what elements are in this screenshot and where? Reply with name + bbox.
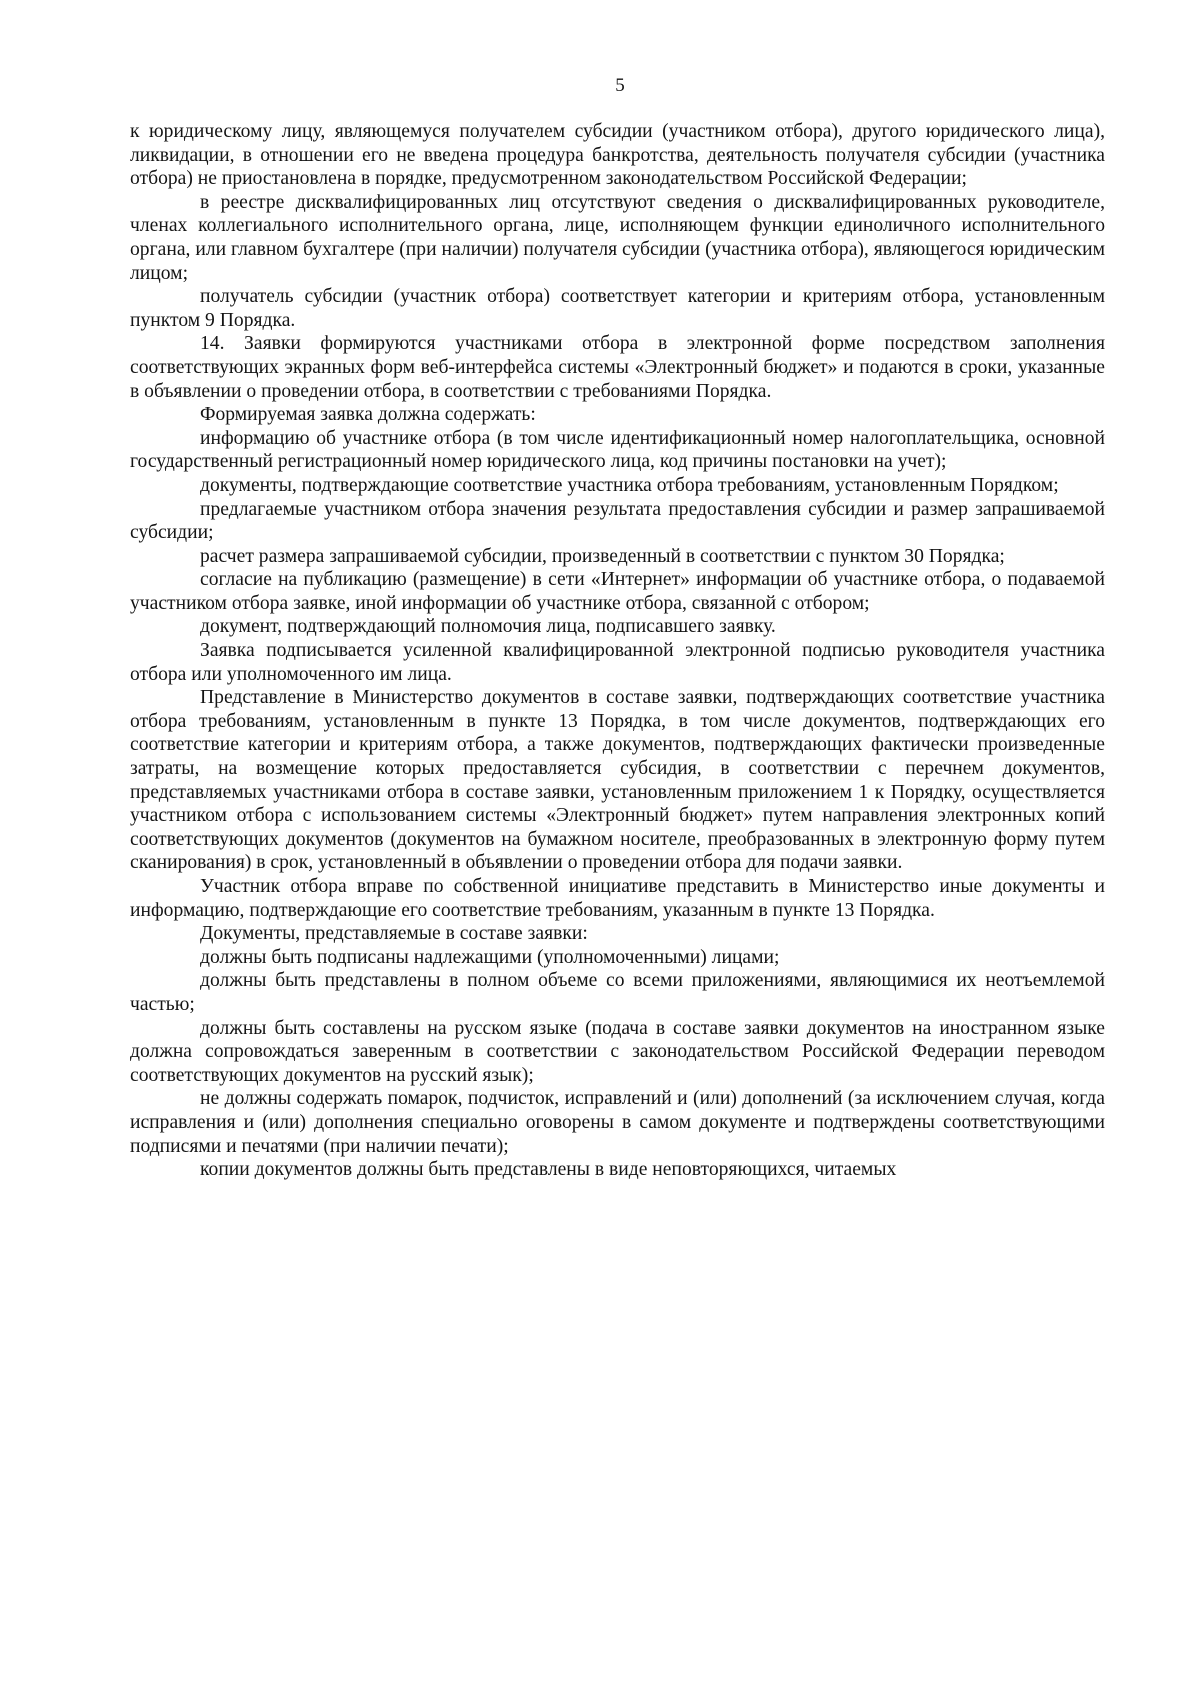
paragraph-6: информацию об участнике отбора (в том числе идентификационный номер налогоплательщика, основной государственный регистрационный номер юридического лица, код причины постановки на учет); (130, 427, 1105, 473)
paragraph-1: к юридическому лицу, являющемуся получателем субсидии (участником отбора), другого юридического лица), ликвидации, в отношении его не введена процедура банкротства, деятельность получателя субсидии (участника отбора) не приостановлена в порядке, предусмотренном законодательством Российской Федерации; (130, 121, 1105, 190)
paragraph-7: документы, подтверждающие соответствие участника отбора требованиям, установленным Порядком; (200, 474, 1059, 496)
paragraph-12: Заявка подписывается усиленной квалифицированной электронной подписью руководителя участника отбора или уполномоченного им лица. (130, 640, 1105, 685)
paragraph-17: должны быть представлены в полном объеме со всеми приложениями, являющимися их неотъемлемой частью; (130, 970, 1105, 1015)
paragraph-8: предлагаемые участником отбора значения результата предоставления субсидии и размер запрашиваемой субсидии; (130, 498, 1105, 544)
paragraph-11: документ, подтверждающий полномочия лица, подписавшего заявку. (200, 616, 776, 638)
paragraph-5: Формируемая заявка должна содержать: (200, 404, 536, 426)
paragraph-9: расчет размера запрашиваемой субсидии, произведенный в соответствии с пунктом 30 Порядка; (200, 545, 1005, 567)
paragraph-19: не должны содержать помарок, подчисток, исправлений и (или) дополнений (за исключением случая, когда исправления и (или) дополнения специально оговорены в самом документе и подтверждены соответствующими подписями и печатями (при наличии печати); (130, 1088, 1105, 1157)
paragraph-4: 14. Заявки формируются участниками отбора в электронной форме посредством заполнения соответствующих экранных форм веб-интерфейса системы «Электронный бюджет» и подаются в сроки, указанные в объявлении о проведении отбора, в соответствии с требованиями Порядка. (130, 333, 1105, 402)
paragraph-10: согласие на публикацию (размещение) в сети «Интернет» информации об участнике отбора, о подаваемой участником отбора заявке, иной информации об участнике отбора, связанной с отбором; (130, 569, 1105, 614)
paragraph-15: Документы, представляемые в составе заявки: (200, 923, 588, 945)
paragraph-3: получатель субсидии (участник отбора) соответствует категории и критериям отбора, установленным пунктом 9 Порядка. (130, 286, 1105, 331)
paragraph-16: должны быть подписаны надлежащими (уполномоченными) лицами; (200, 946, 780, 968)
paragraph-13: Представление в Министерство документов в составе заявки, подтверждающих соответствие участника отбора требованиям, установленным в пункте 13 Порядка, в том числе документов, подтверждающих его соответствие категории и критериям отбора, а также документов, подтверждающих фактически произведенные затраты, на возмещение которых предоставляется субсидия, в соответствии с перечнем документов, представляемых участниками отбора в составе заявки, установленным приложением 1 к Порядку, осуществляется участником отбора с использованием системы «Электронный бюджет» путем направления электронных копий соответствующих документов (документов на бумажном носителе, преобразованных в электронную форму путем сканирования) в срок, установленный в объявлении о проведении отбора для подачи заявки. (130, 687, 1105, 874)
paragraph-14: Участник отбора вправе по собственной инициативе представить в Министерство иные документы и информацию, подтверждающие его соответствие требованиям, указанным в пункте 13 Порядка. (130, 876, 1105, 921)
paragraph-20: копии документов должны быть представлены в виде неповторяющихся, читаемых (200, 1159, 897, 1181)
paragraph-18: должны быть составлены на русском языке (подача в составе заявки документов на иностранном языке должна сопровождаться заверенным в соответствии с законодательством Российской Федерации переводом соответствующих документов на русский язык); (130, 1017, 1105, 1086)
page-number: 5 (615, 75, 625, 96)
paragraph-2: в реестре дисквалифицированных лиц отсутствуют сведения о дисквалифицированных руководителе, членах коллегиального исполнительного органа, лице, исполняющем функции единоличного исполнительного органа, или главном бухгалтере (при наличии) получателя субсидии (участника отбора), являющегося юридическим лицом; (130, 191, 1105, 284)
document-text (130, 120, 1105, 1182)
